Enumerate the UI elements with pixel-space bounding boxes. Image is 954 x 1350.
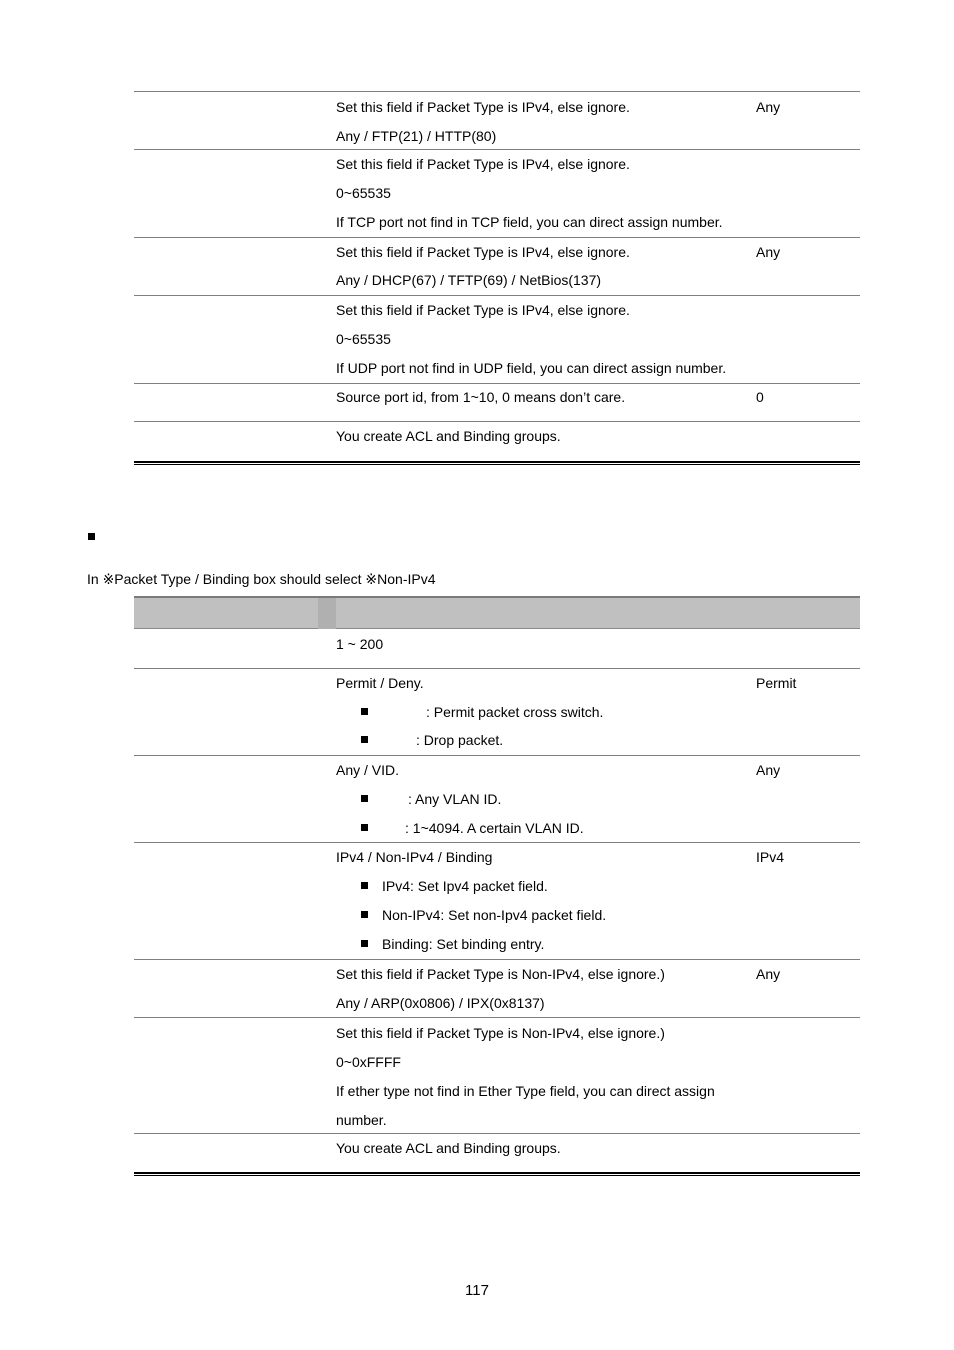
bullet-text: Non-IPv4: Set non-Ipv4 packet field. <box>382 907 607 923</box>
row-description: Any / FTP(21) / HTTP(80) <box>336 128 497 144</box>
table-row <box>134 755 860 842</box>
row-description: Set this field if Packet Type is IPv4, else ignore. <box>336 156 630 172</box>
row-description: If ether type not find in Ether Type field, you can direct assign <box>336 1083 715 1099</box>
row-description: 0~65535 <box>336 185 391 201</box>
row-default: Any <box>756 762 781 778</box>
table-row <box>134 383 860 421</box>
row-description: IPv4 / Non-IPv4 / Binding <box>336 849 493 865</box>
bullet-text: : 1~4094. A certain VLAN ID. <box>405 820 584 836</box>
bullet-icon <box>361 882 368 889</box>
row-default: 0 <box>756 389 764 405</box>
row-description: Set this field if Packet Type is IPv4, else ignore. <box>336 302 630 318</box>
row-default: IPv4 <box>756 849 785 865</box>
bullet-icon <box>361 940 368 947</box>
table-row <box>134 91 860 149</box>
row-description: 1 ~ 200 <box>336 636 384 652</box>
row-description: Set this field if Packet Type is Non-IPv4, else ignore.) <box>336 966 665 982</box>
row-description: Set this field if Packet Type is IPv4, else ignore. <box>336 244 630 260</box>
row-default: Any <box>756 244 781 260</box>
row-description: You create ACL and Binding groups. <box>336 1140 561 1156</box>
row-description: Permit / Deny. <box>336 675 424 691</box>
row-description: Any / VID. <box>336 762 400 778</box>
row-description: Any / ARP(0x0806) / IPX(0x8137) <box>336 995 545 1011</box>
acl-ipv4-table <box>134 91 860 461</box>
table-row <box>134 1133 860 1171</box>
row-description: You create ACL and Binding groups. <box>336 428 561 444</box>
bullet-icon <box>361 911 368 918</box>
table-row <box>134 237 860 295</box>
bullet-text: : Permit packet cross switch. <box>426 704 604 720</box>
row-description: If UDP port not find in UDP field, you can direct assign number. <box>336 360 727 376</box>
table-row <box>134 149 860 237</box>
bullet-text: : Any VLAN ID. <box>408 791 502 807</box>
row-default: Any <box>756 99 781 115</box>
bullet-text: : Drop packet. <box>416 732 504 748</box>
table-row <box>134 842 860 959</box>
bullet-icon <box>361 795 368 802</box>
row-description: Source port id, from 1~10, 0 means don’t care. <box>336 389 626 405</box>
page-number: 117 <box>465 1282 489 1299</box>
bullet-text: IPv4: Set Ipv4 packet field. <box>382 878 548 894</box>
table-row <box>134 959 860 1017</box>
table-bottom-rule <box>134 461 860 465</box>
row-default: Permit <box>756 675 797 691</box>
table-bottom-rule <box>134 1172 860 1176</box>
row-description: Set this field if Packet Type is Non-IPv4, else ignore.) <box>336 1025 665 1041</box>
table-row <box>134 629 860 668</box>
bullet-icon <box>361 708 368 715</box>
table-row <box>134 668 860 755</box>
row-description: 0~0xFFFF <box>336 1054 401 1070</box>
table-header <box>134 596 860 629</box>
section-bullet-icon <box>88 533 95 540</box>
acl-non-ipv4-table <box>134 629 860 1171</box>
row-default: Any <box>756 966 781 982</box>
row-description: number. <box>336 1112 387 1128</box>
header-divider <box>318 598 336 629</box>
table-row <box>134 421 860 461</box>
row-description: If TCP port not find in TCP field, you can direct assign number. <box>336 214 723 230</box>
row-description: Set this field if Packet Type is IPv4, else ignore. <box>336 99 630 115</box>
row-description: Any / DHCP(67) / TFTP(69) / NetBios(137) <box>336 272 602 288</box>
bullet-text: Binding: Set binding entry. <box>382 936 545 952</box>
intro-text: In ※Packet Type / Binding box should select ※Non-IPv4 <box>87 571 436 587</box>
bullet-icon <box>361 736 368 743</box>
table-row <box>134 295 860 383</box>
bullet-icon <box>361 824 368 831</box>
row-description: 0~65535 <box>336 331 391 347</box>
table-row <box>134 1017 860 1133</box>
